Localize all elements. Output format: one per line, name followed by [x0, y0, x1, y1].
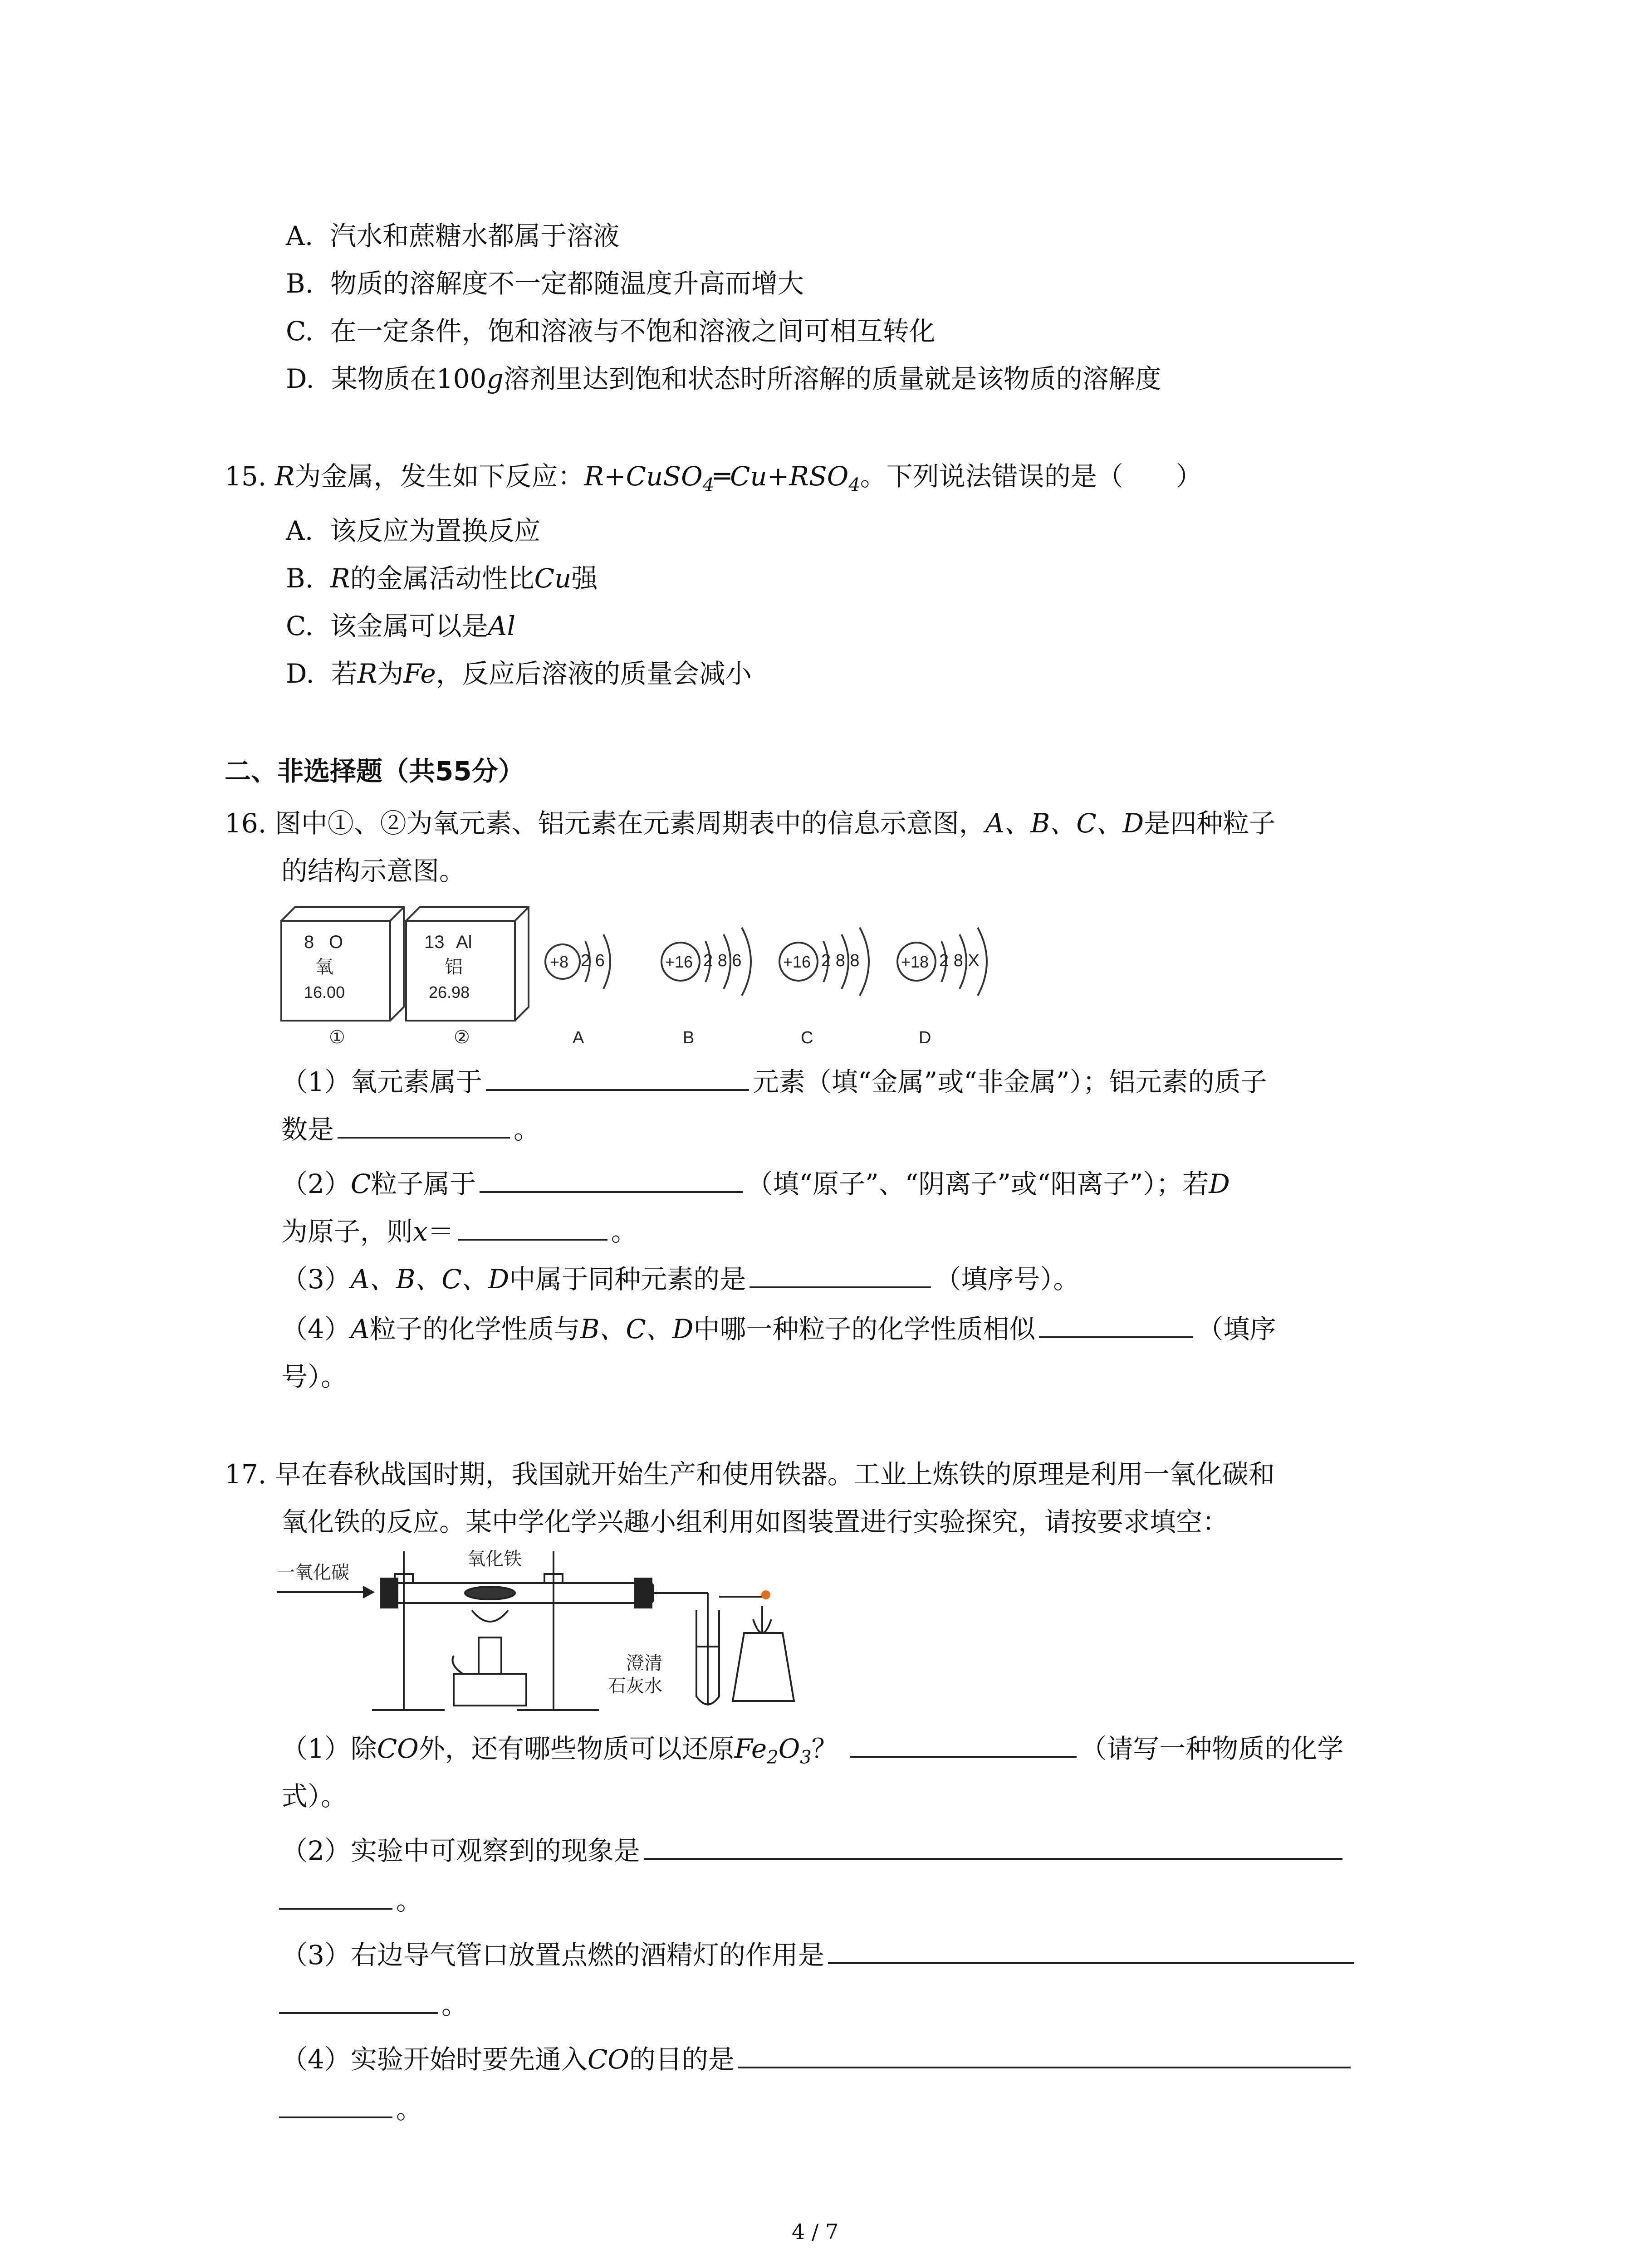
q17-blank-1[interactable]: [850, 1730, 1077, 1758]
atom-b-nucleus: +16: [665, 953, 693, 971]
atom-d-nucleus: +18: [901, 953, 929, 971]
label-co: 一氧化碳: [277, 1563, 349, 1583]
q15-stem: 15. R为金属，发生如下反应：$R+CuSO_4═Cu+RSO_4$。下列说法错误的是（ ）: [225, 461, 1202, 496]
q17-part2-cont: 。: [279, 1882, 422, 1919]
q14-option-a: A. 汽水和蔗糖水都属于溶液: [286, 220, 620, 251]
atom-c-nucleus: +16: [783, 953, 811, 971]
box1-symbol: O: [329, 932, 343, 952]
box1-label: ①: [329, 1027, 345, 1047]
q17-part3: （3）右边导气管口放置点燃的酒精灯的作用是: [281, 1937, 1358, 1973]
q15-option-b: B. R的金属活动性比Cu强: [286, 563, 598, 594]
q15-option-a: A. 该反应为置换反应: [286, 515, 541, 546]
label-fe2o3: 氧化铁: [467, 1549, 522, 1569]
atom-d-label: D: [919, 1028, 931, 1047]
box2-number: 13: [424, 932, 445, 952]
q17-blank-3[interactable]: [828, 1937, 1354, 1964]
q15-option-c: C. 该金属可以是Al: [286, 611, 516, 641]
q16-blank-1[interactable]: [486, 1064, 749, 1091]
q17-stem-line1: 17. 早在春秋战国时期，我国就开始生产和使用铁器。工业上炼铁的原理是利用一氧化碳和: [225, 1459, 1275, 1490]
atom-b-label: B: [683, 1028, 695, 1047]
q17-part1-cont: 式）。: [281, 1781, 348, 1812]
q16-blank-5[interactable]: [749, 1261, 931, 1288]
atom-c-label: C: [801, 1028, 813, 1047]
q16-part2-cont: 为原子，则x＝ 。: [281, 1213, 637, 1250]
box1-name: 氧: [315, 957, 333, 977]
box2-label: ②: [454, 1027, 470, 1047]
label-limewater-2: 石灰水: [608, 1676, 662, 1696]
q16-part3: （3）A、B、C、D中属于同种元素的是 （填序号）。: [281, 1261, 1079, 1297]
atom-a-label: A: [573, 1028, 584, 1047]
atom-a-shells: 2 6: [581, 951, 605, 970]
label-limewater-1: 澄清: [626, 1653, 662, 1673]
box2-name: 铝: [445, 957, 463, 977]
q17-blank-3b[interactable]: [279, 1987, 438, 2014]
q17-part3-cont: 。: [279, 1987, 468, 2023]
atom-d-shells: 2 8 X: [939, 951, 980, 970]
q14-option-d: D. 某物质在100g溶剂里达到饱和状态时所溶解的质量就是该物质的溶解度: [286, 363, 1161, 394]
box1-mass: 16.00: [304, 983, 345, 1002]
q17-blank-2[interactable]: [644, 1833, 1342, 1860]
atom-b-shells: 2 8 6: [703, 951, 742, 970]
box2-symbol: Al: [456, 932, 472, 952]
element-structure-figure: [272, 898, 1021, 1061]
q16-blank-2[interactable]: [338, 1111, 510, 1139]
page-number: 4 / 7: [792, 2219, 839, 2244]
q17-blank-4[interactable]: [738, 2041, 1351, 2068]
section-heading: 二、非选择题（共55分）: [225, 756, 524, 787]
q16-part1-cont: 数是 。: [281, 1111, 540, 1148]
atom-a-nucleus: +8: [550, 953, 569, 971]
box1-number: 8: [304, 932, 314, 952]
q17-part4: （4）实验开始时要先通入CO的目的是: [281, 2041, 1354, 2077]
q16-part4: （4）A粒子的化学性质与B、C、D中哪一种粒子的化学性质相似 （填序: [281, 1311, 1276, 1347]
atom-c-shells: 2 8 8: [821, 951, 860, 970]
q16-part1: （1）氧元素属于 元素（填“金属”或“非金属”）；铝元素的质子: [281, 1064, 1267, 1100]
q16-blank-4[interactable]: [458, 1213, 607, 1241]
q17-part4-cont: 。: [279, 2091, 422, 2127]
q14-option-c: C. 在一定条件，饱和溶液与不饱和溶液之间可相互转化: [286, 316, 936, 347]
iron-smelting-apparatus: [272, 1542, 808, 1724]
q16-blank-3[interactable]: [480, 1166, 743, 1193]
q17-part1: （1）除CO外，还有哪些物质可以还原$Fe_2O_3$？ （请写一种物质的化学: [281, 1730, 1343, 1776]
q16-stem-line2: 的结构示意图。: [281, 855, 466, 886]
box2-mass: 26.98: [429, 983, 470, 1002]
q14-option-b: B. 物质的溶解度不一定都随温度升高而增大: [286, 268, 804, 299]
q17-stem-line2: 氧化铁的反应。某中学化学兴趣小组利用如图装置进行实验探究，请按要求填空：: [281, 1506, 1229, 1537]
flame-icon: [761, 1590, 770, 1599]
q16-part4-cont: 号）。: [281, 1361, 348, 1392]
q17-part2: （2）实验中可观察到的现象是: [281, 1833, 1346, 1869]
q16-stem-line1: 16. 图中①、②为氧元素、铝元素在元素周期表中的信息示意图，A、B、C、D是四种粒子: [225, 808, 1276, 839]
q15-option-d: D. 若R为Fe，反应后溶液的质量会减小: [286, 658, 752, 689]
q16-part2: （2）C粒子属于 （填“原子”、“阴离子”或“阳离子”）；若D: [281, 1166, 1230, 1202]
q17-blank-4b[interactable]: [279, 2091, 392, 2118]
q16-blank-6[interactable]: [1039, 1311, 1193, 1338]
q17-blank-2b[interactable]: [279, 1882, 392, 1910]
